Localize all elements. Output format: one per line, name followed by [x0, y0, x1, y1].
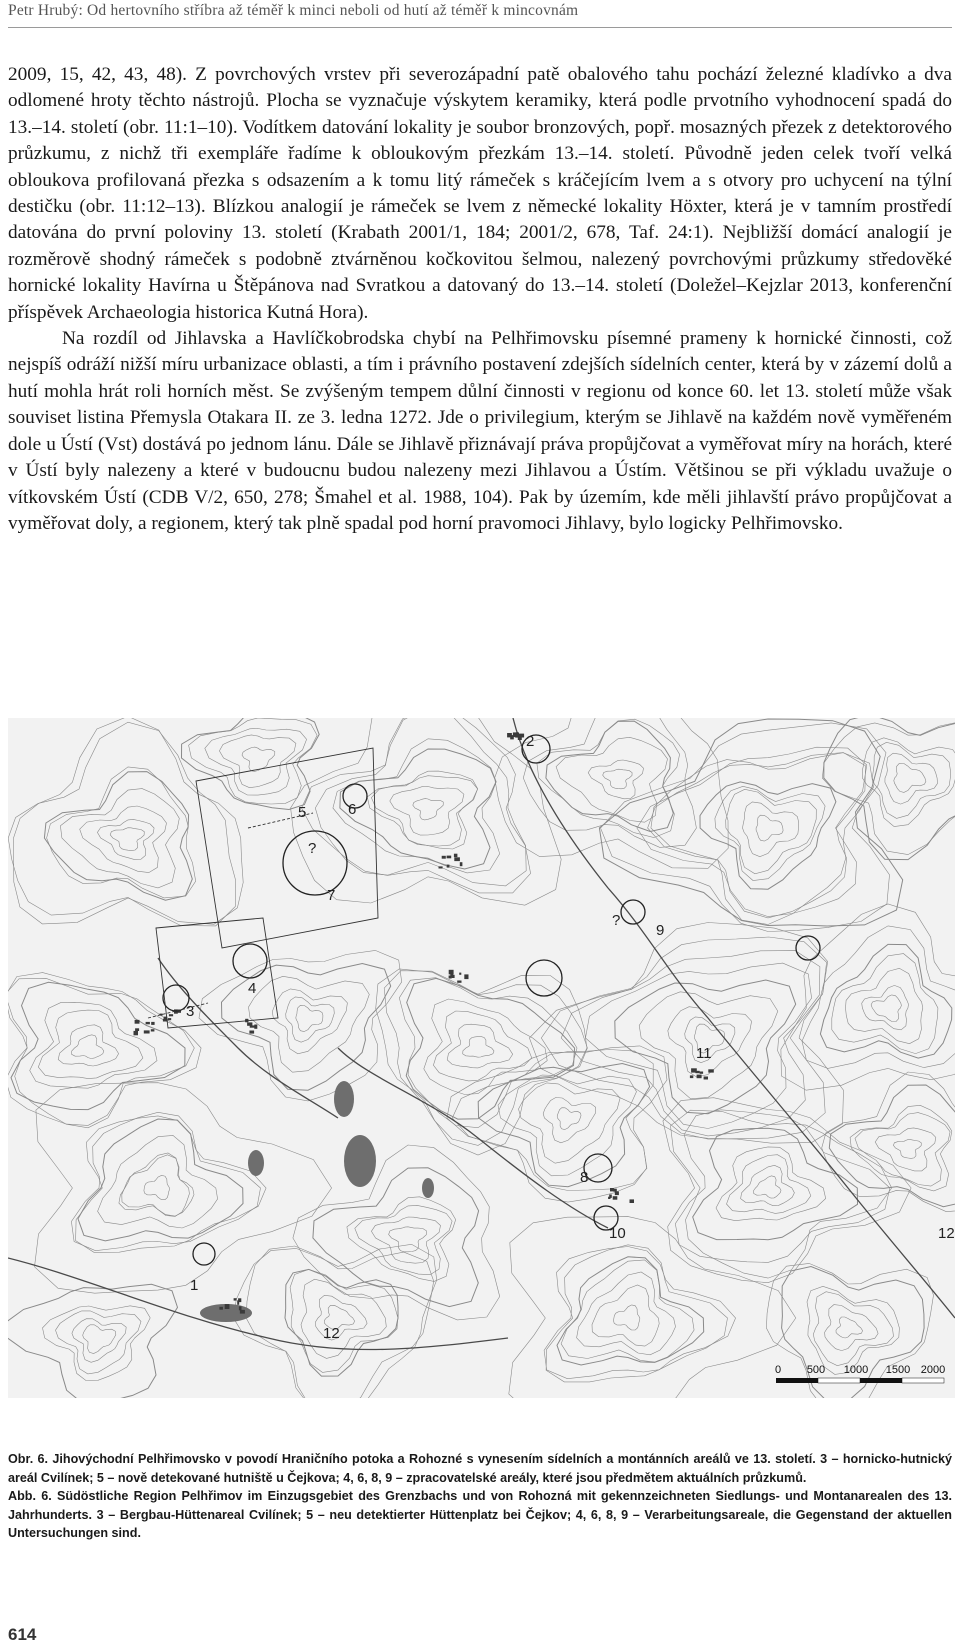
settlement-building [704, 1077, 708, 1080]
contour-line [433, 1011, 531, 1081]
scale-bar-label: 1000 [843, 1364, 869, 1376]
settlement-building [457, 981, 461, 983]
settlement-building [449, 976, 452, 979]
settlement-building [690, 1075, 693, 1078]
caption-czech: Obr. 6. Jihovýchodní Pelhřimovsko v povodí Hraničního potoka a Rohozné s vynesením sídelních a montánních areálů ve 13. století. 3 – hornicko-hutnický areál Cvilínek; 5 – nově detekované hutniště u Čejkova; 4, 6, 8, 9 – zpracovatelské areály, které jsou předmětem aktuálních průzkumů. [8, 1452, 952, 1485]
contour-line [122, 1155, 190, 1217]
contour-line [199, 950, 402, 1101]
settlement-building [442, 856, 446, 859]
contour-line [557, 1257, 704, 1365]
contour-line [663, 1098, 911, 1283]
contour-line [671, 1110, 892, 1278]
contour-line [875, 1128, 936, 1171]
scale-bar-label: 2000 [920, 1364, 946, 1376]
contour-lines [8, 718, 955, 1398]
settlement-building [515, 733, 519, 738]
settlement-building [151, 1022, 154, 1025]
settlement-building [144, 1030, 150, 1033]
contour-line [222, 964, 391, 1091]
page-number: 614 [8, 1625, 37, 1644]
contour-line [302, 718, 531, 893]
contour-line [390, 787, 464, 836]
contour-line [463, 1037, 494, 1058]
settlement-building [447, 865, 450, 868]
contour-line [72, 1319, 126, 1363]
settlement-building [708, 1069, 714, 1072]
contour-line [850, 1105, 952, 1191]
site-label: 2 [526, 733, 535, 750]
site-label: ? [612, 912, 621, 929]
settlement-building [615, 1191, 619, 1195]
contour-line [205, 729, 307, 796]
contour-line [651, 753, 874, 925]
contour-line [648, 753, 866, 918]
contour-line [97, 819, 154, 859]
settlement-building [225, 1304, 230, 1309]
site-label: 10 [609, 1225, 626, 1242]
contour-line [98, 1135, 218, 1228]
settlement-building [234, 1298, 237, 1300]
topographic-map-figure [8, 718, 955, 1398]
contour-line [30, 1002, 157, 1088]
settlement-building [608, 1197, 610, 1199]
contour-line [376, 969, 587, 1155]
contour-line [825, 1305, 879, 1351]
contour-line [846, 968, 923, 1043]
settlement-building [610, 1188, 614, 1191]
contour-line [813, 1292, 893, 1366]
settlement-building [247, 1022, 252, 1025]
contour-line [38, 1010, 143, 1079]
contour-line [862, 985, 909, 1029]
contour-line [894, 763, 926, 792]
contour-line [83, 1325, 116, 1354]
contour-line [43, 1306, 151, 1381]
contour-line [413, 799, 444, 820]
contour-line [406, 978, 574, 1119]
contour-line [246, 1246, 434, 1398]
site-label: 3 [186, 1003, 195, 1020]
site-label: 7 [327, 887, 336, 904]
contour-line [693, 1128, 858, 1240]
settlement-building [168, 1018, 171, 1020]
settlement-building [464, 974, 468, 979]
site-label: ? [308, 840, 317, 857]
contour-line [599, 719, 902, 926]
ponds [200, 1081, 434, 1322]
settlement-building [238, 1298, 241, 1302]
contour-line [741, 1165, 795, 1205]
contour-line [144, 1175, 170, 1199]
contour-line [242, 747, 275, 772]
contour-line [56, 1311, 142, 1374]
settlement-building [460, 862, 463, 866]
contour-line [893, 1140, 921, 1159]
contour-line [675, 1110, 890, 1263]
header-divider [8, 27, 952, 28]
contour-line [80, 806, 167, 873]
settlement-building [239, 1306, 242, 1310]
contour-line [519, 1083, 621, 1163]
contour-line [60, 789, 179, 888]
contour-line [296, 1005, 323, 1031]
settlement-building [613, 1189, 616, 1192]
contour-line [754, 1176, 781, 1198]
contour-line [855, 1113, 950, 1187]
contour-line [8, 1284, 177, 1398]
contour-line [389, 1227, 427, 1252]
contour-line [355, 1205, 452, 1274]
contour-line [637, 747, 867, 916]
streams [8, 718, 955, 1350]
contour-line [110, 828, 144, 851]
contour-line [447, 1046, 667, 1202]
contour-line [371, 776, 477, 846]
settlement-building [254, 1025, 257, 1029]
contour-line [478, 1064, 649, 1187]
settlement-building [700, 1072, 704, 1074]
contour-line [592, 1285, 659, 1346]
settlement-building [510, 735, 514, 739]
site-label: 11 [696, 1045, 712, 1062]
settlement-building [697, 1075, 702, 1079]
settlement-building [613, 1196, 618, 1200]
site-label: 1 [190, 1277, 199, 1294]
paragraph: 2009, 15, 42, 43, 48). Z povrchových vrstev při severozápadní patě obalového tahu pochází železné kladívko a dva odlomené hroty těchto nástrojů. Plocha se vyznačuje výskytem keramiky, která podle prvotního vyhodnocení spadá do 13.–14. století (obr. 11:1–10). Vodítkem datování lokality je soubor bronzových, popř. mosazných přezek z detektorového průzkumu, z nichž tři exempláře řadíme k obloukovým přezkám 13.–14. století. Původně jeden celek tvoří velká obloukova profilovaná přezka s odsazením a k tomu litý rámeček s kráčejícím lvem a s otvory pro uchycení na týlní destičku (obr. 11:12–13). Blízkou analogií je rámeček se lvem z německé lokality Höxter, která je v tamním prostředí datována do první poloviny 13. století (Krabath 2001/1, 184; 2001/2, 678, Taf. 24:1). Nejbližší domácí analogií je rozměrově shodný rámeček s podobně ztvárněnou kočkovitou šelmou, nalezený povrchovými průzkumy středověké hornické lokality Havírna u Štěpánova nad Svratkou a datovaný do 13.–14. století (Doležel–Kejzlar 2013, konferenční příspěvek Archaeologia historica Kutná Hora). [8, 64, 952, 323]
site-label: 12 [938, 1225, 955, 1242]
site-label: 5 [298, 804, 307, 821]
contour-line [614, 1305, 640, 1330]
site-label: 6 [348, 801, 357, 818]
settlement-building [454, 854, 458, 857]
contour-line [577, 1272, 676, 1355]
settlement-building [459, 973, 461, 975]
running-head: Petr Hrubý: Od hertovního stříbra až téměř k minci neboli od hutí až téměř k mincovnám [8, 2, 579, 19]
contour-line [668, 1007, 752, 1077]
contour-line [291, 718, 562, 905]
site-label: 12 [323, 1325, 340, 1342]
contour-line [35, 1083, 332, 1294]
paragraph: Na rozdíl od Jihlavska a Havlíčkobrodska chybí na Pelhřimovsku písemné prameny k hornické činnosti, což nejspíš odráží nižší míru urbanizace oblasti, a tím i právního postavení zdejších sídelních center, která by v zázemí dolů a hutí mohla hrát roli horních měst. Se zvýšeným tempem důlní činnosti v regionu od konce 60. let 13. století může však souviset listina Přemysla Otakara II. ze 3. ledna 1272. Jde o privilegium, kterým se Jihlavě na každém nově vyměřeném dole u Ústí (Vst) dostává po jednom lánu. Dále se Jihlavě přiznávají práva propůjčovat a vyměřovat míry na horách, které v Ústí byly nalezeny a které v budoucnu budou nalezeny mezi Jihlavou a Ústím. Většinou se při výkladu uvažuje o vítkovském Ústí (CDB V/2, 650, 278; Šmahel et al. 1988, 104). Pak by územím, kde měli jihlavští právo propůjčovat a vyměřovat doly, a regionem, který tak plně spadal pod horní pravomoci Jihlavy, bylo logicky Pelhřimovsko. [8, 328, 952, 534]
contour-line [716, 1147, 826, 1221]
contour-line [447, 1024, 513, 1068]
settlement-building [134, 1031, 139, 1035]
contour-line [807, 1286, 899, 1374]
settlement-building [447, 856, 452, 859]
contour-line [557, 1108, 581, 1130]
settlement-building [146, 1022, 150, 1024]
contour-line [885, 753, 938, 804]
contour-line [233, 1244, 436, 1398]
site-label: 9 [656, 922, 665, 939]
body-text [8, 62, 952, 537]
contour-line [290, 1269, 398, 1372]
site-label: 8 [580, 1169, 589, 1186]
caption-german: Abb. 6. Südöstliche Region Pelhřimov im Einzugsgebiet des Grenzbachs und von Rohozná mit gekennzeichneten Siedlungs- und Montanarealen des 13. Jahrhunderts. 3 – Bergbau-Hüttenareal Cvilínek; 5 – neu detektierter Hüttenplatz bei Čejkov; 4, 6, 8, 9 – Verarbeitungsareale, die Gegenstand der aktuellen Untersuchungen sind. [8, 1489, 952, 1541]
settlement-building [249, 1031, 254, 1034]
contour-line [424, 999, 547, 1095]
contour-line [781, 904, 955, 1090]
settlement-building [135, 1020, 140, 1024]
scale-bar-label: 0 [774, 1364, 782, 1376]
settlement-building [454, 857, 460, 861]
settlement-building [151, 1029, 155, 1031]
scale-bar-label: 500 [806, 1364, 826, 1376]
contour-line [340, 749, 496, 869]
contour-line [543, 1098, 596, 1143]
contour-line [871, 995, 901, 1022]
settlement-building [240, 1310, 245, 1314]
contour-line [399, 978, 577, 1128]
contour-line [8, 978, 194, 1128]
contour-line [546, 721, 673, 831]
contour-line [219, 735, 296, 788]
contour-line [58, 1025, 118, 1066]
contour-line [820, 944, 951, 1058]
settlement-building [169, 1014, 173, 1016]
site-circles [163, 735, 820, 1265]
contour-line [272, 989, 347, 1054]
contour-line [727, 1155, 811, 1214]
figure-caption [8, 1450, 952, 1543]
contour-line [743, 802, 799, 857]
scale-bar-label: 1500 [885, 1364, 911, 1376]
contour-line [836, 1317, 863, 1338]
site-label: 4 [248, 980, 257, 997]
contour-line [544, 1245, 727, 1379]
settlement-building [691, 1068, 697, 1072]
scale-bar [775, 1364, 945, 1383]
contour-line [44, 772, 192, 901]
settlement-building [630, 1199, 635, 1203]
contour-map [8, 718, 955, 1398]
settlement-building [439, 866, 443, 868]
contour-line [603, 769, 632, 789]
settlement-building [219, 1307, 223, 1310]
contour-line [872, 742, 950, 818]
contour-line [72, 1035, 104, 1059]
settlement-building [449, 970, 454, 975]
settlement-building [135, 1028, 139, 1031]
contour-line [47, 767, 196, 898]
contour-line [756, 815, 783, 841]
contour-line [588, 760, 643, 799]
